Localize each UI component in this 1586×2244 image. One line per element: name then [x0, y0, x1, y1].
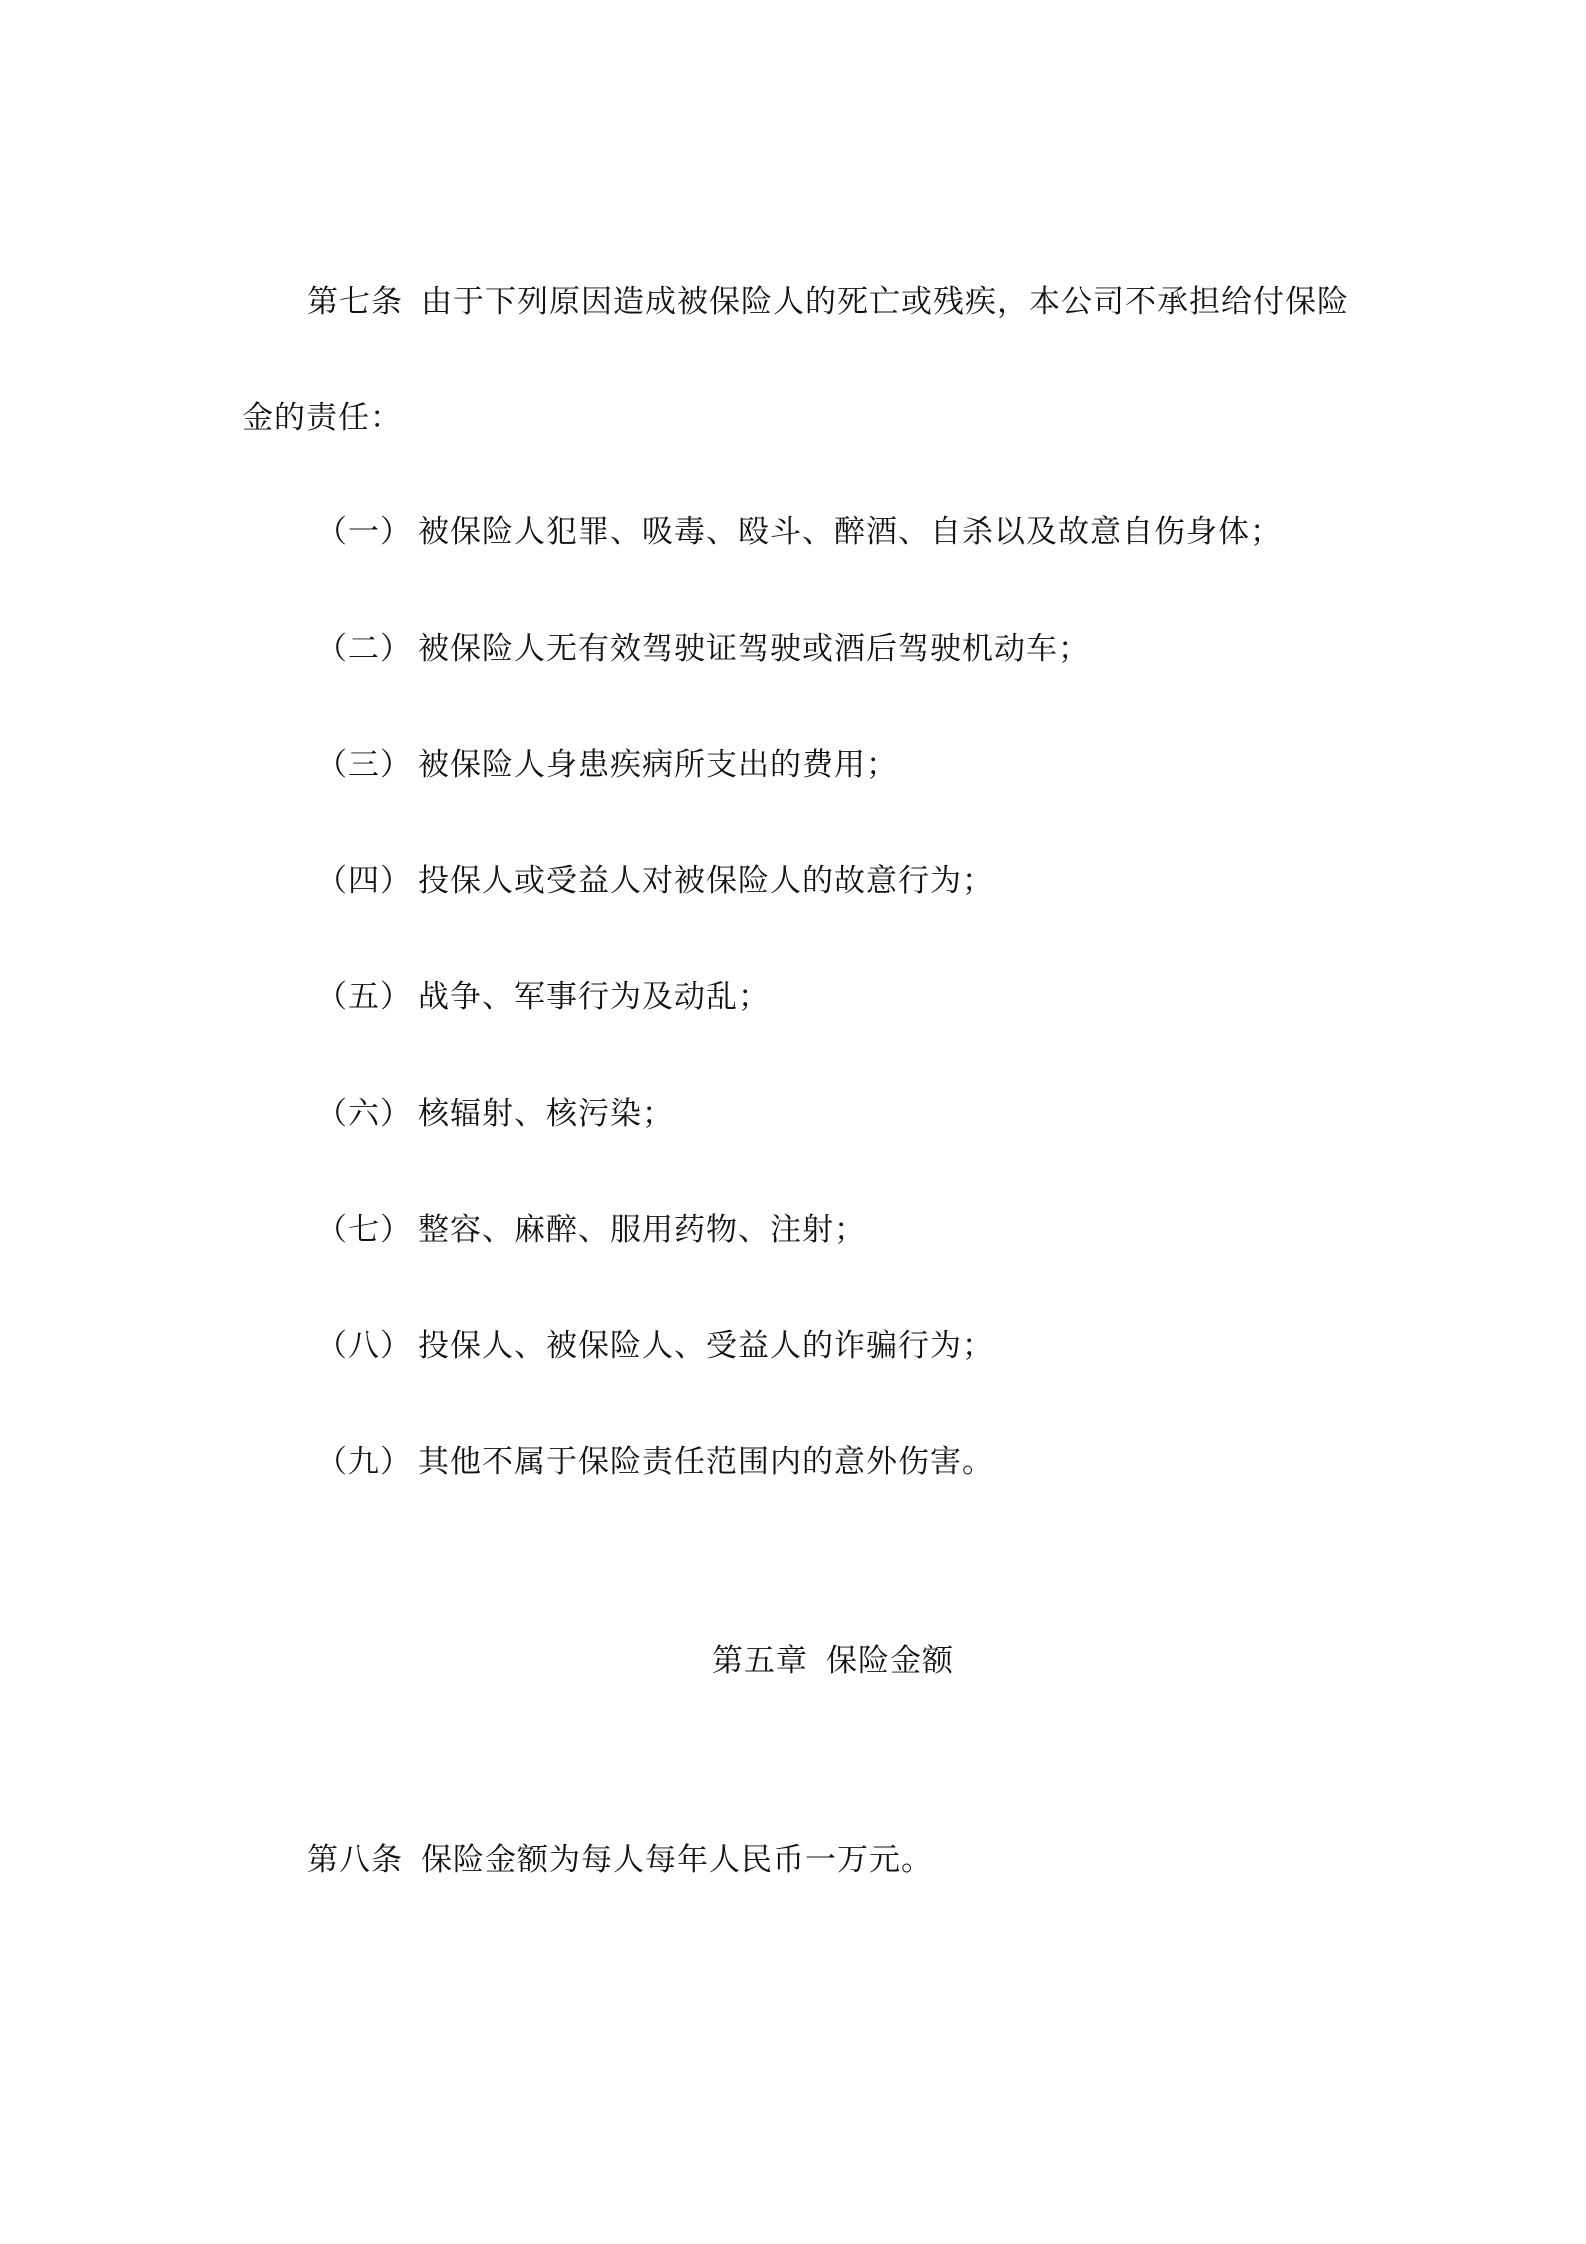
exclusion-item-label: （一）: [316, 514, 412, 550]
exclusion-item: [316, 629, 1090, 669]
exclusion-item-text: 被保险人犯罪、吸毒、殴斗、醉酒、自杀以及故意自伤身体；: [418, 514, 1282, 550]
exclusion-item-label: （四）: [316, 863, 412, 899]
exclusion-item: [316, 745, 898, 785]
chapter-label: 第五章: [712, 1643, 808, 1679]
exclusion-item: [316, 1442, 994, 1482]
article-8-label: 第八条: [307, 1842, 403, 1878]
exclusion-item-text: 整容、麻醉、服用药物、注射；: [418, 1212, 866, 1248]
exclusion-item-label: （七）: [316, 1212, 412, 1248]
exclusion-item-text: 核辐射、核污染；: [418, 1096, 674, 1132]
exclusion-item: [316, 1210, 866, 1250]
exclusion-item-label: （八）: [316, 1328, 412, 1364]
exclusion-item-label: （五）: [316, 979, 412, 1015]
exclusion-item-label: （三）: [316, 747, 412, 783]
exclusion-item-text: 投保人、被保险人、受益人的诈骗行为；: [418, 1328, 994, 1364]
exclusion-item: [316, 977, 770, 1017]
exclusion-item: [316, 1094, 674, 1134]
exclusion-item-label: （二）: [316, 631, 412, 667]
exclusion-item: [316, 512, 1282, 552]
article-7-line-1: [307, 282, 1349, 322]
article-7-text-line-2: 金的责任：: [242, 400, 402, 436]
chapter-title: 保险金额: [826, 1643, 954, 1679]
exclusion-item-text: 其他不属于保险责任范围内的意外伤害。: [418, 1444, 994, 1480]
exclusion-item-label: （六）: [316, 1096, 412, 1132]
exclusion-item-text: 投保人或受益人对被保险人的故意行为；: [418, 863, 994, 899]
article-7-label: 第七条: [307, 284, 403, 320]
exclusion-item-text: 战争、军事行为及动乱；: [418, 979, 770, 1015]
exclusion-item-text: 被保险人身患疾病所支出的费用；: [418, 747, 898, 783]
exclusion-item: [316, 1326, 994, 1366]
exclusion-item: [316, 861, 994, 901]
chapter-heading: [712, 1641, 954, 1681]
exclusion-item-label: （九）: [316, 1444, 412, 1480]
article-8-text: 保险金额为每人每年人民币一万元。: [421, 1842, 933, 1878]
article-8-line: [307, 1840, 933, 1880]
exclusion-item-text: 被保险人无有效驾驶证驾驶或酒后驾驶机动车；: [418, 631, 1090, 667]
article-7-text-line-1: 由于下列原因造成被保险人的死亡或残疾，本公司不承担给付保险: [421, 284, 1349, 320]
article-7-line-2: [242, 398, 402, 438]
